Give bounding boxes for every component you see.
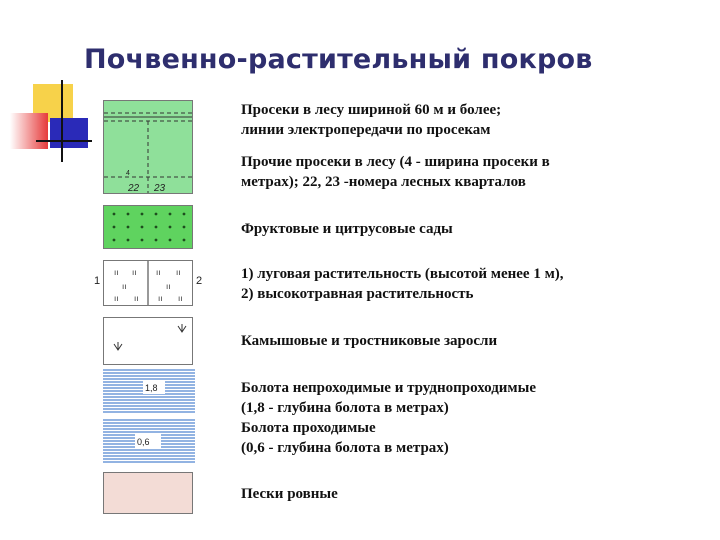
legend-text-line: Болота непроходимые и труднопроходимые	[241, 380, 537, 396]
svg-text:ıı: ıı	[114, 268, 119, 277]
meadow-label-2: 2	[196, 275, 203, 287]
svg-text:ıı: ıı	[122, 282, 127, 291]
decor-horizontal-line	[36, 140, 92, 142]
decor-vertical-line	[61, 80, 63, 162]
meadow-label-1: 1	[94, 275, 101, 287]
legend-text-line: Прочие просеки в лесу (4 - ширина просеки в	[241, 154, 550, 170]
swamp-depth-label: 0,6	[137, 437, 150, 447]
legend-text-line: Камышовые и тростниковые заросли	[241, 333, 498, 349]
swamp-symbol	[103, 368, 195, 466]
svg-text:ıı: ıı	[114, 294, 119, 303]
legend-text-line: метрах); 22, 23 -номера лесных кварталов	[241, 174, 526, 190]
svg-text:ıı: ıı	[176, 268, 181, 277]
legend-item-other-clearings	[241, 152, 711, 192]
legend-item-reeds	[241, 331, 711, 351]
slide-title: Почвенно-растительный покров	[84, 44, 593, 75]
svg-text:ıı: ıı	[156, 268, 161, 277]
clearing-width-label: 4	[126, 170, 130, 177]
legend-text-line: Пески ровные	[241, 486, 338, 502]
svg-text:ıı: ıı	[132, 268, 137, 277]
forest-clearing-symbol	[103, 100, 193, 194]
decor-red-square	[10, 113, 48, 149]
svg-text:ıı: ıı	[134, 294, 139, 303]
legend-text-line: линии электропередачи по просекам	[241, 122, 491, 138]
legend-text-line: Просеки в лесу шириной 60 м и более;	[241, 102, 502, 118]
forest-block-label: 23	[154, 183, 166, 193]
legend-item-clearings-60m	[241, 100, 711, 140]
legend-text-line: Фруктовые и цитрусовые сады	[241, 221, 453, 237]
decor-blue-square	[50, 118, 88, 148]
sand-symbol	[103, 472, 193, 514]
legend-text-line: 1) луговая растительность (высотой менее 1 м),	[241, 266, 564, 282]
svg-text:ıı: ıı	[166, 282, 171, 291]
reed-thickets-symbol	[103, 317, 193, 365]
legend-item-swamps	[241, 378, 711, 458]
svg-text:ıı: ıı	[158, 294, 163, 303]
legend-text-line: (1,8 - глубина болота в метрах)	[241, 400, 449, 416]
legend-item-meadow	[241, 264, 711, 304]
legend-text-line: 2) высокотравная растительность	[241, 286, 474, 302]
legend-item-orchards	[241, 219, 711, 239]
legend-item-sand	[241, 484, 711, 504]
legend-text-line: (0,6 - глубина болота в метрах)	[241, 440, 449, 456]
svg-text:ıı: ıı	[178, 294, 183, 303]
forest-block-label: 22	[128, 183, 140, 193]
meadow-symbol	[103, 260, 193, 306]
orchard-symbol	[103, 205, 193, 249]
swamp-depth-label: 1,8	[145, 383, 158, 393]
legend-text-line: Болота проходимые	[241, 420, 376, 436]
